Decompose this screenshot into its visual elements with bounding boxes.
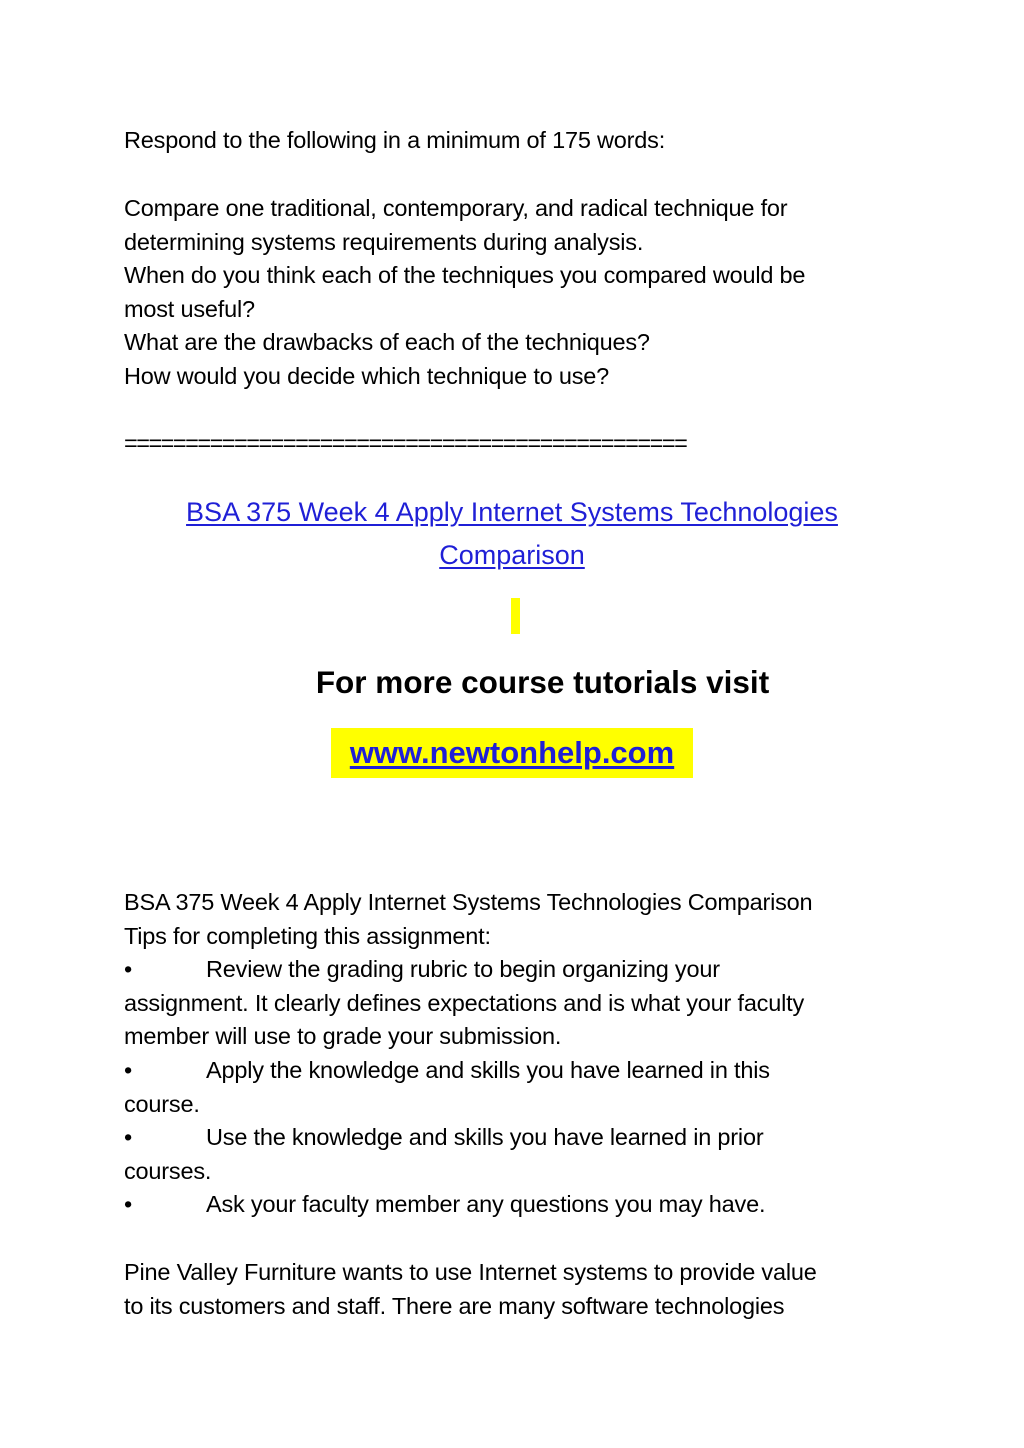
separator-line: ==============================================	[124, 430, 687, 456]
closing-paragraph	[124, 1256, 914, 1323]
question-line: most useful?	[124, 295, 255, 322]
closing-line: to its customers and staff. There are many software technologies	[124, 1292, 785, 1319]
tip-continuation: courses.	[124, 1157, 212, 1184]
tip-text: Ask your faculty member any questions you may have.	[206, 1191, 766, 1218]
tip-continuation: assignment. It clearly defines expectations and is what your faculty	[124, 989, 805, 1016]
intro-questions	[124, 192, 914, 394]
tip-text: Use the knowledge and skills you have learned in prior	[206, 1124, 764, 1151]
bullet-icon: •	[124, 956, 133, 983]
question-line: determining systems requirements during analysis.	[124, 228, 644, 255]
bullet-icon: •	[124, 1124, 133, 1151]
tip-item	[124, 1054, 914, 1088]
tip-text: Review the grading rubric to begin organizing your	[206, 956, 720, 983]
tips-heading: Tips for completing this assignment:	[124, 922, 491, 949]
closing-line: Pine Valley Furniture wants to use Internet systems to provide value	[124, 1259, 817, 1285]
tip-item	[124, 1121, 914, 1155]
tip-continuation: member will use to grade your submission.	[124, 1023, 562, 1050]
title-link-line-2[interactable]: Comparison	[439, 540, 585, 570]
bullet-icon: •	[124, 1191, 133, 1218]
tip-text: Apply the knowledge and skills you have learned in this	[206, 1056, 770, 1083]
assignment-body	[124, 886, 914, 1222]
bullet-icon: •	[124, 1056, 133, 1083]
assignment-title: BSA 375 Week 4 Apply Internet Systems Technologies Comparison	[124, 889, 813, 915]
intro-prompt	[124, 124, 914, 158]
title-link-line-1[interactable]: BSA 375 Week 4 Apply Internet Systems Technologies	[186, 497, 838, 527]
promo-heading: For more course tutorials visit	[315, 664, 770, 700]
tip-item	[124, 953, 914, 987]
tip-continuation: course.	[124, 1090, 200, 1117]
question-line: When do you think each of the techniques you compared would be	[124, 262, 806, 289]
question-line: What are the drawbacks of each of the techniques?	[124, 329, 650, 356]
highlight-mark	[511, 598, 520, 634]
tip-item	[124, 1188, 914, 1222]
prompt-line: Respond to the following in a minimum of 175 words:	[124, 127, 666, 153]
question-line: Compare one traditional, contemporary, and radical technique for	[124, 195, 788, 221]
website-link[interactable]: www.newtonhelp.com	[331, 728, 693, 778]
question-line: How would you decide which technique to use?	[124, 362, 610, 389]
